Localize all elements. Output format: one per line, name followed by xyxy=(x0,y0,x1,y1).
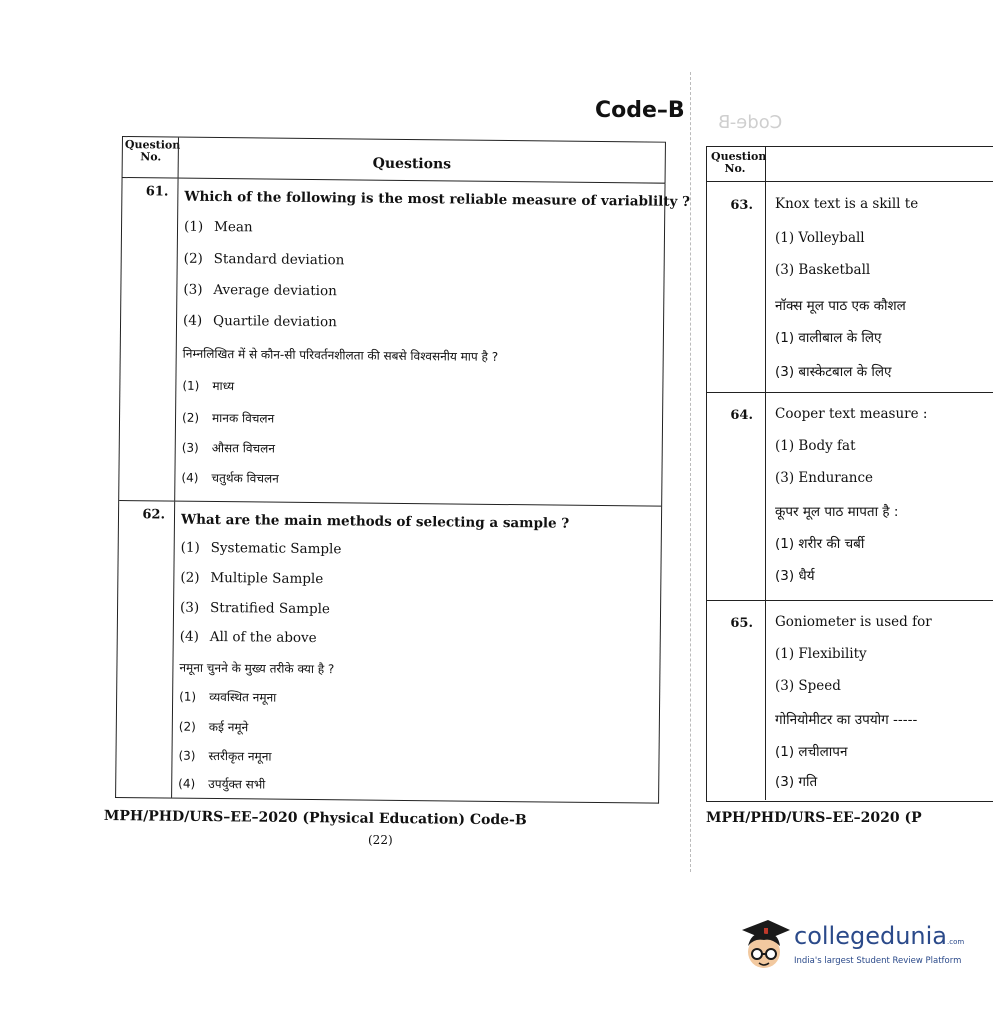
option-hi: (1) शरीर की चर्बी xyxy=(775,536,865,552)
option-hi: (3) स्तरीकृत नमूना xyxy=(178,748,272,764)
option-hi: (2) मानक विचलन xyxy=(181,410,275,426)
question-row xyxy=(707,600,993,800)
mascot-icon xyxy=(738,916,792,976)
code-label: Code–B xyxy=(595,98,685,123)
page-fold xyxy=(690,72,691,872)
option: (1) Flexibility xyxy=(775,646,867,662)
header-question-no: Question No. xyxy=(124,138,181,164)
option-hi: (4) उपर्युक्त सभी xyxy=(178,776,266,792)
footer-text: MPH/PHD/URS–EE–2020 (Physical Education) Code-B xyxy=(103,808,527,829)
option: (2) Standard deviation xyxy=(183,250,345,269)
question-row xyxy=(119,178,691,507)
question-text-en: What are the main methods of selecting a sample ? xyxy=(180,511,570,532)
option: (4) All of the above xyxy=(179,628,317,647)
option: (1) Volleyball xyxy=(775,230,865,246)
option-hi: (1) व्यवस्थित नमूना xyxy=(179,689,277,705)
question-number: 62. xyxy=(142,507,166,523)
option: (3) Stratified Sample xyxy=(179,599,331,618)
header-questions: Questions xyxy=(372,155,452,173)
option: (4) Quartile deviation xyxy=(182,312,337,331)
question-text-hi: गोनियोमीटर का उपयोग ----- xyxy=(775,712,918,728)
option: (3) Basketball xyxy=(775,262,871,278)
option: (1) Mean xyxy=(183,218,253,236)
logo-tagline: India's largest Student Review Platform xyxy=(794,956,962,966)
option: (3) Endurance xyxy=(775,470,874,486)
header-question-no: Question No. xyxy=(711,150,767,175)
option-hi: (2) कई नमूने xyxy=(178,719,249,735)
question-text-en: Cooper text measure : xyxy=(775,406,928,422)
question-number: 64. xyxy=(730,408,753,423)
question-text-hi: निम्नलिखित में से कौन-सी परिवर्तनशीलता की सबसे विश्वसनीय माप है ? xyxy=(182,346,499,364)
option-hi: (4) चतुर्थक विचलन xyxy=(181,470,279,486)
question-text-en: Goniometer is used for xyxy=(775,614,932,630)
option: (1) Systematic Sample xyxy=(180,539,342,558)
question-table-left xyxy=(115,136,691,804)
code-label-bleedthrough: Code-B xyxy=(718,112,783,133)
question-table-right xyxy=(706,146,993,806)
question-text-hi: नॉक्स मूल पाठ एक कौशल xyxy=(775,298,906,314)
question-number: 61. xyxy=(145,184,169,200)
question-row xyxy=(707,182,993,393)
page-number: (22) xyxy=(368,833,393,847)
table-body xyxy=(115,178,691,804)
table-header xyxy=(122,136,666,184)
option-hi: (3) धैर्य xyxy=(775,568,815,584)
question-number: 65. xyxy=(730,616,753,631)
question-text-hi: कूपर मूल पाठ मापता है : xyxy=(775,504,899,520)
table-body-right xyxy=(706,182,993,802)
option-hi: (3) बास्केटबाल के लिए xyxy=(775,364,892,380)
footer-text-right: MPH/PHD/URS–EE–2020 (P xyxy=(706,810,922,826)
option-hi: (1) लचीलापन xyxy=(775,744,848,760)
question-row xyxy=(116,501,661,803)
question-text-hi: नमूना चुनने के मुख्य तरीके क्या है ? xyxy=(179,660,335,677)
question-row xyxy=(707,392,993,601)
collegedunia-logo xyxy=(738,916,968,976)
question-text-en: Knox text is a skill te xyxy=(775,196,919,212)
option: (2) Multiple Sample xyxy=(180,569,324,588)
question-number: 63. xyxy=(730,198,753,213)
option-hi: (1) माध्य xyxy=(182,378,235,394)
option-hi: (3) गति xyxy=(775,774,818,790)
option: (3) Speed xyxy=(775,678,841,694)
option: (3) Average deviation xyxy=(183,281,337,300)
question-text-en: Which of the following is the most reliable measure of variablilty ? xyxy=(184,188,691,210)
table-header-right xyxy=(706,146,993,182)
option-hi: (3) औसत विचलन xyxy=(181,440,276,456)
option: (1) Body fat xyxy=(775,438,856,454)
logo-wordmark: collegedunia.com xyxy=(794,922,965,950)
option-hi: (1) वालीबाल के लिए xyxy=(775,330,882,346)
